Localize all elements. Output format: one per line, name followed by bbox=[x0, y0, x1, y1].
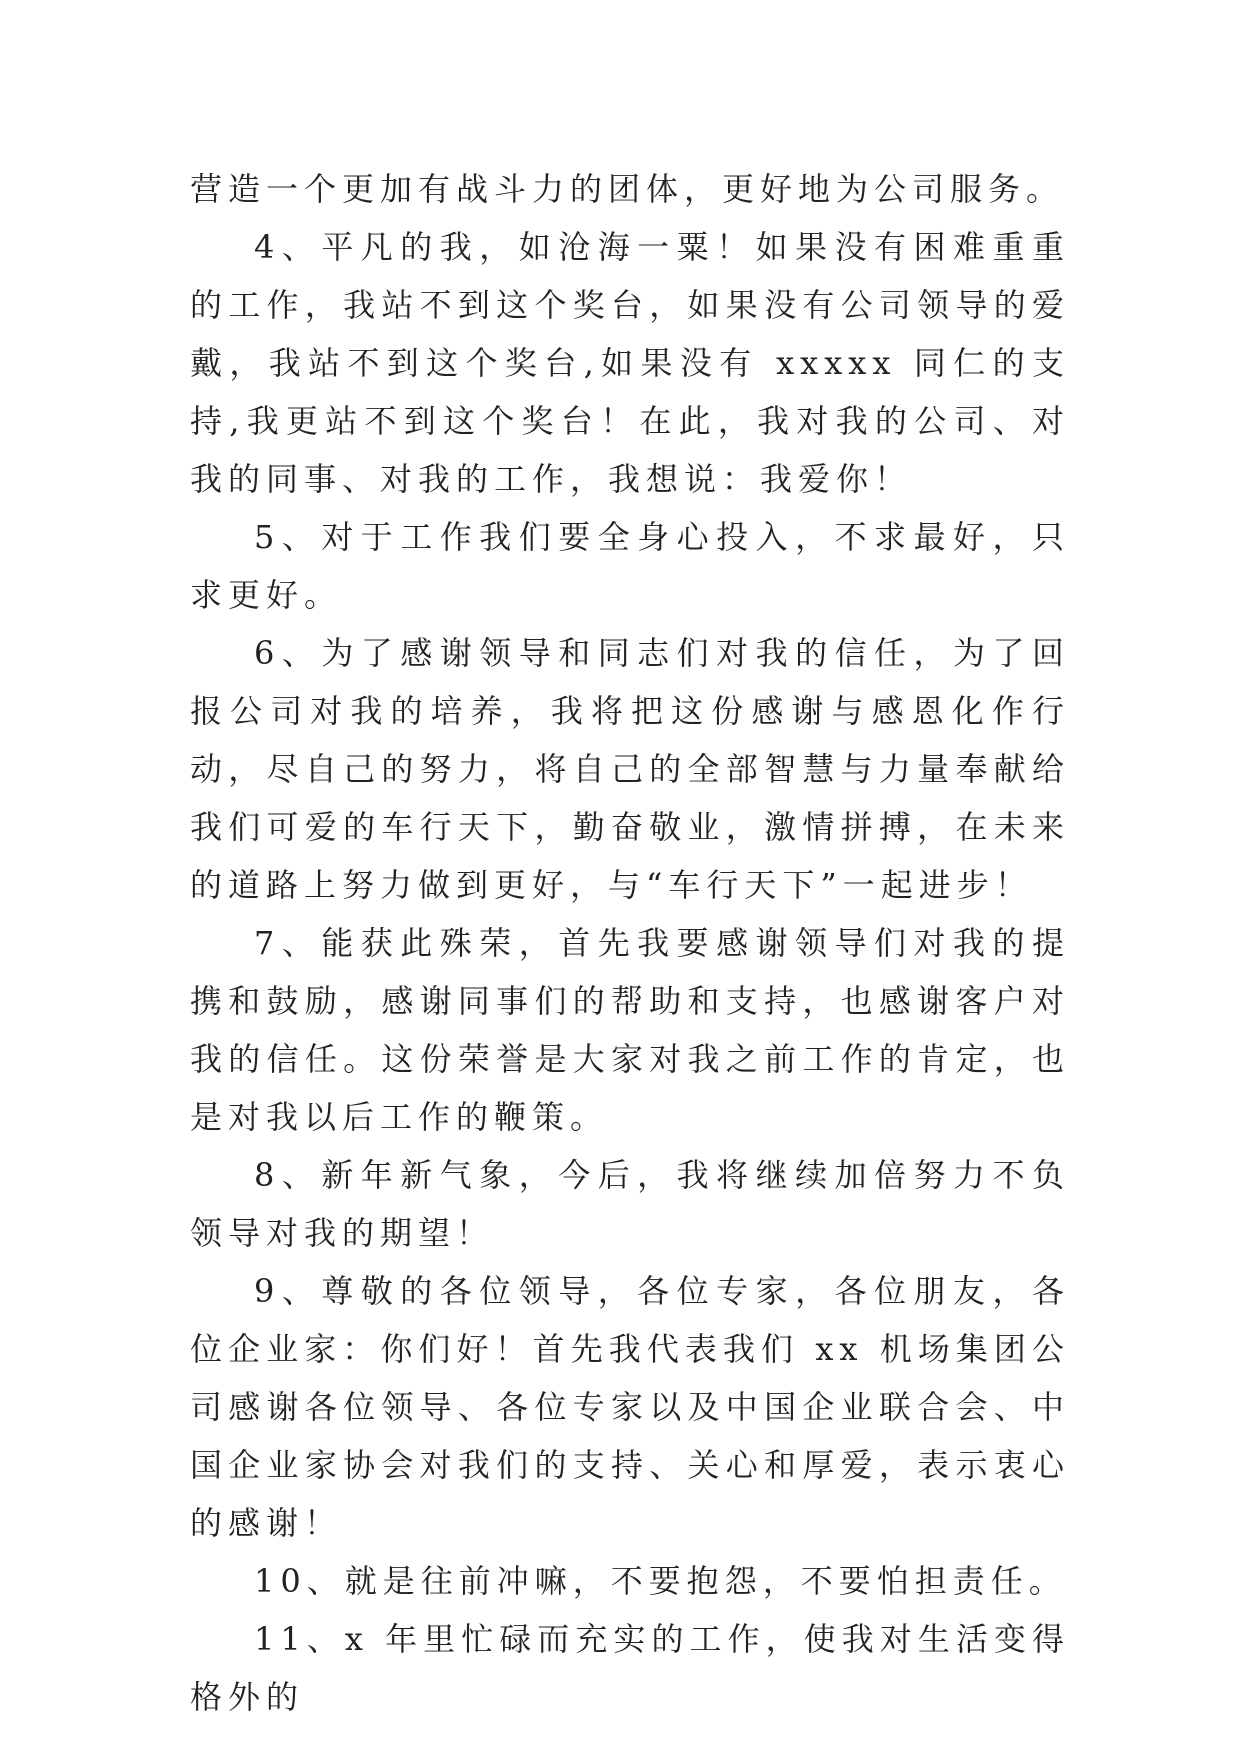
paragraph-item-6: 6、为了感谢领导和同志们对我的信任，为了回报公司对我的培养，我将把这份感谢与感恩化作行动，尽自己的努力，将自己的全部智慧与力量奉献给我们可爱的车行天下，勤奋敬业，激情拼搏，在未来的道路上努力做到更好，与“车行天下”一起进步！ bbox=[190, 634, 1070, 904]
document-body bbox=[190, 160, 1070, 1726]
paragraph-item-11: 11、x 年里忙碌而充实的工作，使我对生活变得格外的 bbox=[190, 1620, 1070, 1716]
paragraph-item-7: 7、能获此殊荣，首先我要感谢领导们对我的提携和鼓励，感谢同事们的帮助和支持，也感谢客户对我的信任。这份荣誉是大家对我之前工作的肯定，也是对我以后工作的鞭策。 bbox=[190, 924, 1070, 1136]
paragraph-item-8: 8、新年新气象，今后，我将继续加倍努力不负领导对我的期望！ bbox=[190, 1156, 1070, 1252]
paragraph-item-5: 5、对于工作我们要全身心投入，不求最好，只求更好。 bbox=[190, 518, 1070, 614]
paragraph-item-10: 10、就是往前冲嘛，不要抱怨，不要怕担责任。 bbox=[254, 1562, 1067, 1600]
paragraph-item-9: 9、尊敬的各位领导，各位专家，各位朋友，各位企业家：你们好！首先我代表我们 xx 机场集团公司感谢各位领导、各位专家以及中国企业联合会、中国企业家协会对我们的支持、关心和厚爱，表示衷心的感谢！ bbox=[190, 1272, 1070, 1542]
paragraph-item-4: 4、平凡的我，如沧海一粟！如果没有困难重重的工作，我站不到这个奖台，如果没有公司领导的爱戴，我站不到这个奖台,如果没有 xxxxx 同仁的支持,我更站不到这个奖台！在此，我对我的公司、对我的同事、对我的工作，我想说：我爱你！ bbox=[190, 228, 1070, 498]
paragraph-continuation: 营造一个更加有战斗力的团体，更好地为公司服务。 bbox=[190, 170, 1065, 208]
